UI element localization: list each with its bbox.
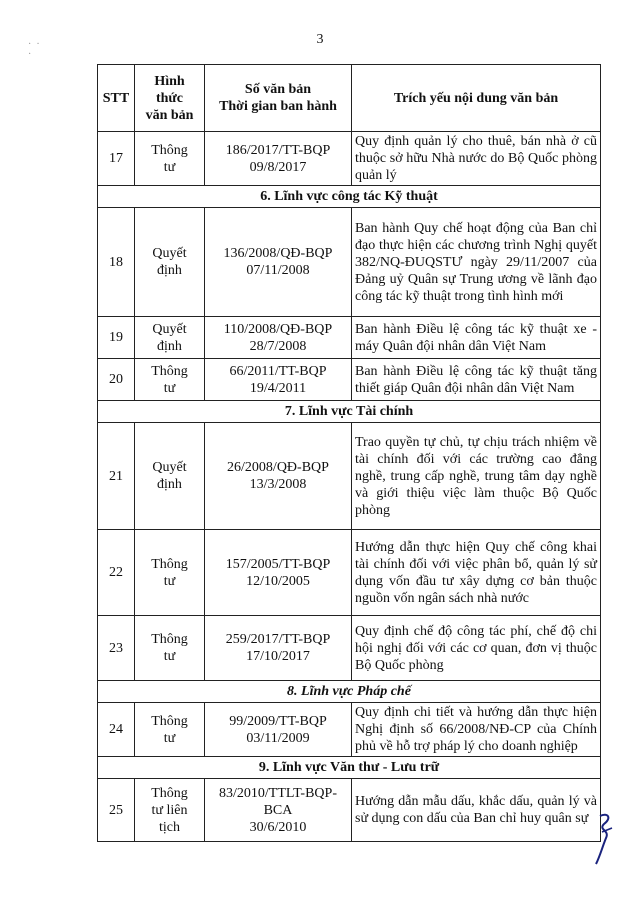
row-stt: 25: [98, 779, 135, 842]
section-title: 9. Lĩnh vực Văn thư - Lưu trữ: [98, 757, 601, 779]
table-row: [98, 132, 601, 186]
table-row: [98, 530, 601, 616]
table-row: [98, 423, 601, 530]
row-summary: Quy định chế độ công tác phí, chế độ chi hội nghị đối với các cơ quan, đơn vị thuộc Bộ Quốc phòng: [352, 616, 601, 681]
scan-dots: · · ·: [28, 39, 40, 60]
row-number: 186/2017/TT-BQP 09/8/2017: [205, 132, 352, 186]
table-row: [98, 359, 601, 401]
row-summary: Hướng dẫn thực hiện Quy chế công khai tài chính đối với việc phân bổ, quản lý sử dụng vốn đầu tư xây dựng cơ bản thuộc nguồn vốn ngân sách nhà nước: [352, 530, 601, 616]
row-stt: 20: [98, 359, 135, 401]
row-number: 136/2008/QĐ-BQP 07/11/2008: [205, 208, 352, 317]
row-summary: Hướng dẫn mẫu dấu, khắc dấu, quản lý và sử dụng con dấu của Ban chỉ huy quân sự: [352, 779, 601, 842]
header-summary: Trích yếu nội dung văn bản: [352, 65, 601, 132]
row-stt: 23: [98, 616, 135, 681]
section-row: [98, 186, 601, 208]
row-summary: Ban hành Quy chế hoạt động của Ban chỉ đạo thực hiện các chương trình Nghị quyết 382/NQ-ĐUQSTƯ ngày 29/11/2007 của Đảng uỷ Quân sự Trung ương về lãnh đạo công tác kỹ thuật trong tình hình mới: [352, 208, 601, 317]
row-type: Thông tư: [135, 703, 205, 757]
row-stt: 22: [98, 530, 135, 616]
row-number: 157/2005/TT-BQP 12/10/2005: [205, 530, 352, 616]
row-type: Quyết định: [135, 208, 205, 317]
document-table: [97, 64, 601, 842]
table-row: [98, 616, 601, 681]
row-stt: 21: [98, 423, 135, 530]
row-number: 26/2008/QĐ-BQP 13/3/2008: [205, 423, 352, 530]
row-number: 66/2011/TT-BQP 19/4/2011: [205, 359, 352, 401]
row-number: 259/2017/TT-BQP 17/10/2017: [205, 616, 352, 681]
row-type: Thông tư: [135, 359, 205, 401]
row-type: Quyết định: [135, 317, 205, 359]
header-type: Hình thức văn bản: [135, 65, 205, 132]
table-header-row: [98, 65, 601, 132]
row-type: Quyết định: [135, 423, 205, 530]
page-number: 3: [316, 32, 324, 47]
row-summary: Ban hành Điều lệ công tác kỹ thuật xe - máy Quân đội nhân dân Việt Nam: [352, 317, 601, 359]
header-stt: STT: [98, 65, 135, 132]
table-row: [98, 208, 601, 317]
signature-mark: [590, 808, 620, 868]
row-stt: 17: [98, 132, 135, 186]
row-number: 99/2009/TT-BQP 03/11/2009: [205, 703, 352, 757]
row-summary: Quy định quản lý cho thuê, bán nhà ở cũ thuộc sở hữu Nhà nước do Bộ Quốc phòng quản lý: [352, 132, 601, 186]
row-summary: Quy định chi tiết và hướng dẫn thực hiện Nghị định số 66/2008/NĐ-CP của Chính phủ về hỗ trợ pháp lý cho doanh nghiệp: [352, 703, 601, 757]
row-stt: 18: [98, 208, 135, 317]
table-row: [98, 703, 601, 757]
row-type: Thông tư liên tịch: [135, 779, 205, 842]
row-summary: Trao quyền tự chủ, tự chịu trách nhiệm về tài chính đối với các trường cao đẳng nghề, trung cấp nghề, trung tâm dạy nghề và giới thiệu việc làm thuộc Bộ Quốc phòng: [352, 423, 601, 530]
section-title: 7. Lĩnh vực Tài chính: [98, 401, 601, 423]
row-summary: Ban hành Điều lệ công tác kỹ thuật tăng thiết giáp Quân đội nhân dân Việt Nam: [352, 359, 601, 401]
table-body: [98, 132, 601, 842]
table-row: [98, 779, 601, 842]
section-row: [98, 757, 601, 779]
row-number: 83/2010/TTLT-BQP- BCA 30/6/2010: [205, 779, 352, 842]
section-row: [98, 401, 601, 423]
section-title: 8. Lĩnh vực Pháp chế: [98, 681, 601, 703]
row-stt: 19: [98, 317, 135, 359]
section-title: 6. Lĩnh vực công tác Kỹ thuật: [98, 186, 601, 208]
row-type: Thông tư: [135, 132, 205, 186]
row-type: Thông tư: [135, 616, 205, 681]
table-row: [98, 317, 601, 359]
row-stt: 24: [98, 703, 135, 757]
row-number: 110/2008/QĐ-BQP 28/7/2008: [205, 317, 352, 359]
row-type: Thông tư: [135, 530, 205, 616]
header-number: Số văn bản Thời gian ban hành: [205, 65, 352, 132]
section-row: [98, 681, 601, 703]
